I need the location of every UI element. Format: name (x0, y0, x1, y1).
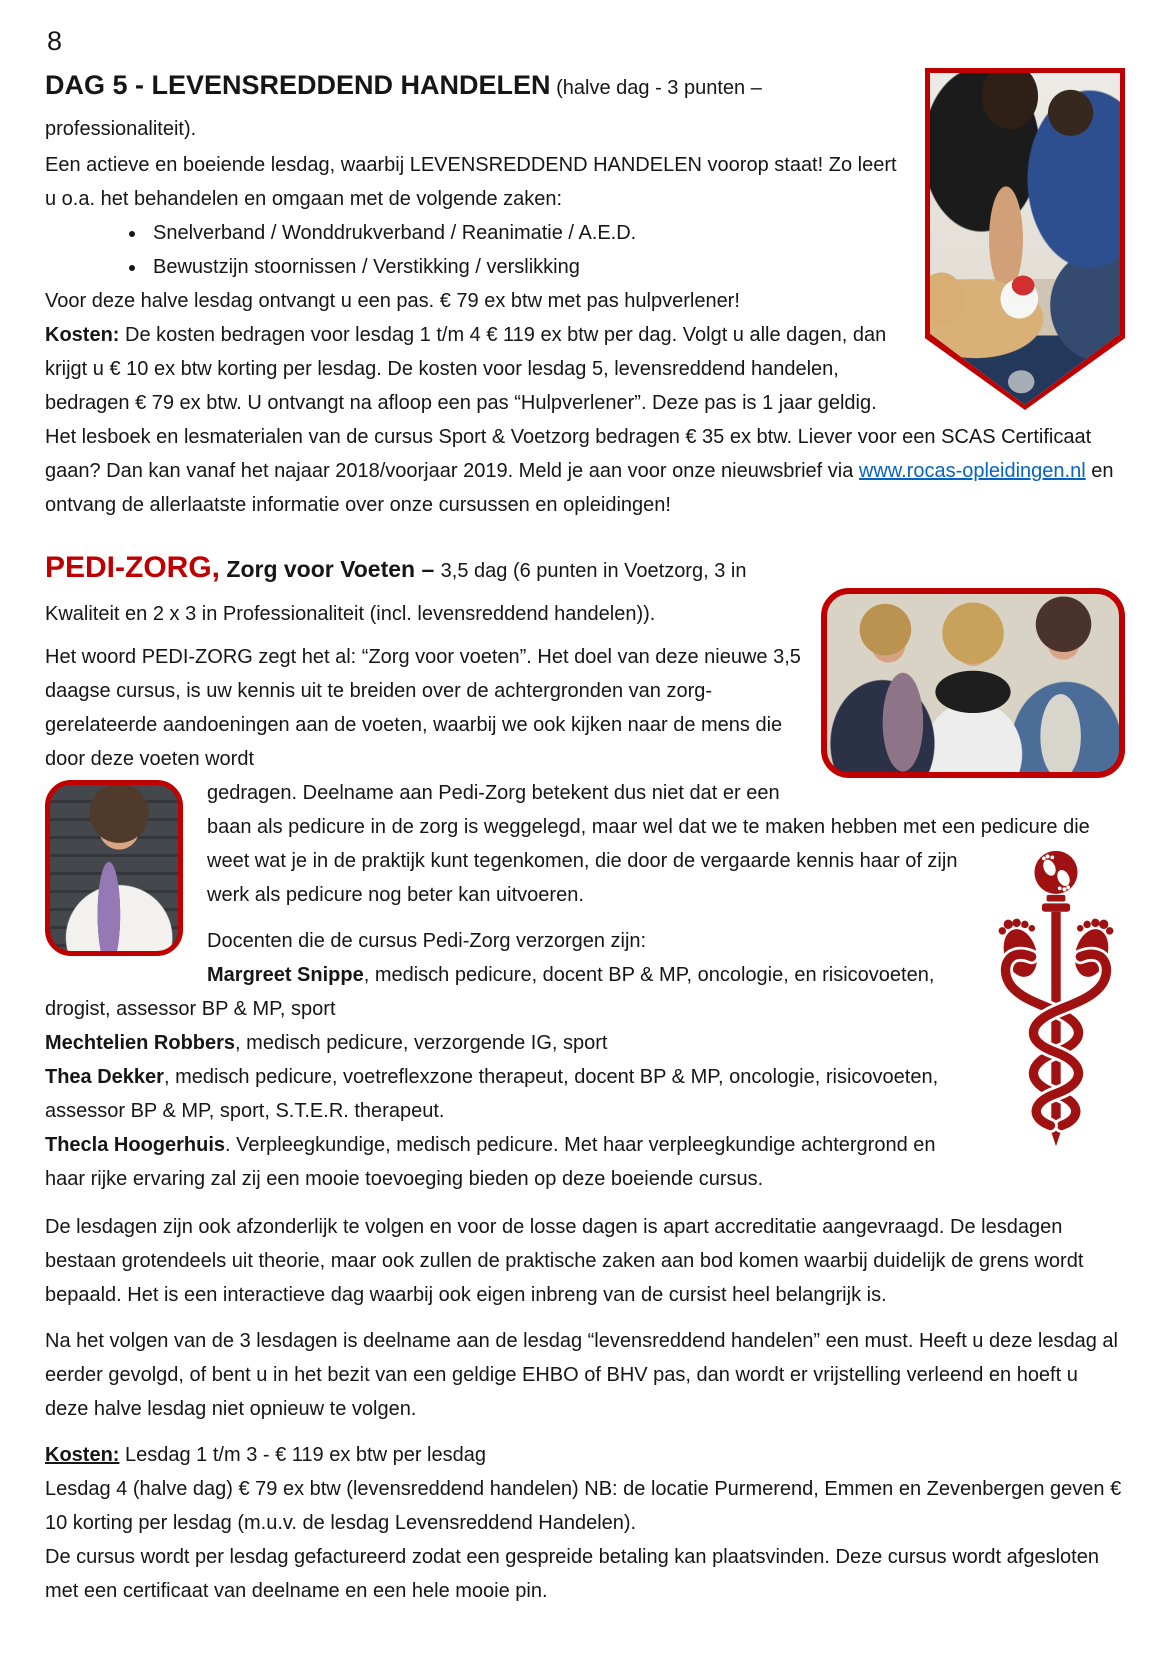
pedizorg-kosten-line (45, 1438, 1125, 1472)
pedizorg-body-text-a: gedragen. Deelname aan Pedi-Zorg betekent dus niet dat er een baan als pedicure in de zorg is weggelegd, maar wel dat we te maken hebben met een pedicure die weet wat je in de praktijk kunt tegenkomen, die (207, 782, 1090, 872)
dag5-intro: Een actieve en boeiende lesdag, waarbij LEVENSREDDEND HANDELEN voorop staat! Zo leert u o.a. het behandelen en omgaan met de volgende zaken: (45, 154, 897, 210)
pedizorg-body-text-b: door de vergaarde kennis haar of zijn werk als pedicure nog beter kan uitvoeren. (207, 850, 958, 906)
kosten-line-text: Lesdag 1 t/m 3 - € 119 ex btw per lesdag (119, 1444, 486, 1466)
pedi-caduceus-feet-icon (987, 848, 1125, 1148)
docent-portrait-photo (45, 780, 183, 956)
section-pedizorg (45, 548, 1125, 1608)
docent-entry (45, 1128, 1125, 1196)
rocas-website-link[interactable]: www.rocas-opleidingen.nl (858, 460, 1086, 482)
pedizorg-subtitle: Zorg voor Voeten – (220, 556, 441, 582)
dag5-pas-line: Voor deze halve lesdag ontvangt u een pas. € 79 ex btw met pas hulpverlener! (45, 290, 740, 312)
page-number: 8 (47, 26, 63, 56)
pedizorg-intro-paragraph: Het woord PEDI-ZORG zegt het al: “Zorg voor voeten”. Het doel van deze nieuwe 3,5 daagse cursus, is uw kennis uit te breiden over de achtergronden van zorg-gerelateerde aandoeningen aan de voeten, waarbij we ook kijken naar de mens die door deze voeten wordt (45, 646, 801, 770)
docent-name: Margreet Snippe (207, 964, 364, 986)
docent-roles: , medisch pedicure, docent BP & MP, oncologie, en risicovoeten, drogist, assessor BP & MP, sport (45, 964, 935, 1020)
pedizorg-body-paragraph (45, 776, 1125, 912)
docent-name: Thecla Hoogerhuis (45, 1134, 226, 1156)
kosten-label-underlined: Kosten: (45, 1444, 120, 1466)
docenten-list (45, 958, 1125, 1196)
bullet-item: • Snelverband / Wonddrukverband / Reanimatie / A.E.D. (147, 216, 1125, 250)
docenten-intro: Docenten die de cursus Pedi-Zorg verzorgen zijn: (207, 930, 647, 952)
kosten-label: Kosten: (45, 324, 120, 346)
dag5-title-note: (halve dag - 3 punten – professionaliteit). (45, 77, 762, 140)
docent-name: Mechtelien Robbers (45, 1032, 236, 1054)
docent-entry (45, 958, 1125, 1026)
docent-entry (45, 1026, 1125, 1060)
docent-roles: , medisch pedicure, voetreflexzone therapeut, docent BP & MP, oncologie, risicovoeten, assessor BP & MP, sport, S.T.E.R. therapeut. (45, 1066, 939, 1122)
para-lesdagen: De lesdagen zijn ook afzonderlijk te volgen en voor de losse dagen is apart accreditatie aangevraagd. De lesdagen bestaan grotendeels uit theorie, maar ook zullen de praktische zaken aan bod komen waarbij duidelijk de grens wordt bepaald. Het is een interactieve dag waarbij ook eigen inbreng van de cursist heel belangrijk is. (45, 1216, 1084, 1306)
docent-roles: . Verpleegkundige, medisch pedicure. Met haar verpleegkundige achtergrond en haar rijke ervaring zal zij een mooie toevoeging bieden op deze boeiende cursus. (45, 1134, 936, 1190)
three-instructors-photo (821, 588, 1125, 778)
section-dag5 (45, 66, 1125, 522)
docent-entry (45, 1060, 1125, 1128)
docent-roles: , medisch pedicure, verzorgende IG, sport (235, 1032, 608, 1054)
pedizorg-title-note: 3,5 dag (6 punten in Voetzorg, 3 in Kwaliteit en 2 x 3 in Professionaliteit (incl. levensreddend handelen)). (45, 560, 747, 625)
cpr-training-photo (925, 68, 1125, 410)
para-factuur: De cursus wordt per lesdag gefactureerd zodat een gespreide betaling kan plaatsvinden. Deze cursus wordt afgesloten met een certificaat van deelname en een hele mooie pin. (45, 1546, 1099, 1602)
pedizorg-title-text: PEDI-ZORG, (45, 551, 221, 584)
para-must: Na het volgen van de 3 lesdagen is deelname aan de lesdag “levensreddend handelen” een must. Heeft u deze lesdag al eerder gevolgd, of bent u in het bezit van een geldige EHBO of BHV pas, dan wordt er vrijstelling verleend en hoeft u deze halve lesdag niet opnieuw te volgen. (45, 1330, 1118, 1420)
bullet-item: • Bewustzijn stoornissen / Verstikking / verslikking (147, 250, 1125, 284)
kosten-text: De kosten bedragen voor lesdag 1 t/m 4 € 119 ex btw per dag. Volgt u alle dagen, dan krijgt u € 10 ex btw korting per lesdag. De kosten voor lesdag 5, levensreddend handelen, bedragen € 79 ex btw. U ontvangt na afloop een pas “Hulpverlener”. Deze pas is 1 jaar geldig. Het lesboek en lesmaterialen van de cursus Sport & Voetzorg bedragen € 35 ex btw. Liever voor een SCAS Certificaat gaan? Dan kan vanaf het najaar 2018/voorjaar 2019. Meld je aan voor onze nieuwsbrief via (45, 324, 1092, 482)
kosten-text-after: en ontvang de allerlaatste informatie over onze cursussen en opleidingen! (45, 460, 1114, 516)
docent-name: Thea Dekker (45, 1066, 164, 1088)
dag5-title-text: DAG 5 - LEVENSREDDEND HANDELEN (45, 70, 551, 100)
para-lesdag4: Lesdag 4 (halve dag) € 79 ex btw (levensreddend handelen) NB: de locatie Purmerend, Emmen en Zevenbergen geven € 10 korting per lesdag (m.u.v. de lesdag Levensreddend Handelen). (45, 1478, 1122, 1534)
